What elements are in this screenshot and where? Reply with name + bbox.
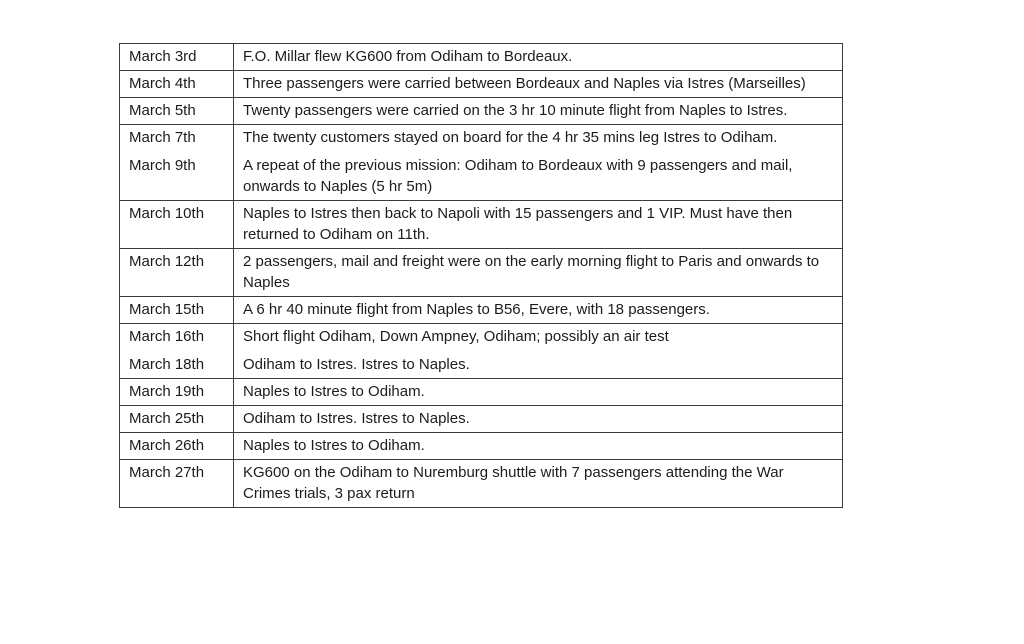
date-label: March 18th bbox=[129, 356, 205, 373]
description-cell bbox=[234, 297, 843, 324]
date-label: March 27th bbox=[129, 464, 205, 481]
description-cell bbox=[234, 433, 843, 460]
date-label: March 19th bbox=[129, 383, 205, 400]
date-cell bbox=[120, 71, 234, 98]
date-cell bbox=[120, 297, 234, 324]
date-label: March 12th bbox=[129, 253, 205, 270]
description-cell bbox=[234, 125, 843, 201]
date-cell bbox=[120, 201, 234, 249]
date-cell bbox=[120, 406, 234, 433]
table-row bbox=[120, 201, 843, 249]
description-cell bbox=[234, 44, 843, 71]
entry-text: Naples to Istres to Odiham. bbox=[243, 437, 425, 454]
entry-text: Three passengers were carried between Bordeaux and Naples via Istres (Marseilles) bbox=[243, 75, 806, 92]
date-label: March 10th bbox=[129, 205, 205, 222]
description-cell bbox=[234, 324, 843, 379]
date-cell bbox=[120, 44, 234, 71]
table-row bbox=[120, 98, 843, 125]
date-cell bbox=[120, 98, 234, 125]
table-row bbox=[120, 249, 843, 297]
description-cell bbox=[234, 460, 843, 508]
entry-text: Odiham to Istres. Istres to Naples. bbox=[243, 410, 470, 427]
description-cell bbox=[234, 379, 843, 406]
date-label: March 15th bbox=[129, 301, 205, 318]
entry-text: A 6 hr 40 minute flight from Naples to B56, Evere, with 18 passengers. bbox=[243, 301, 710, 318]
table-row bbox=[120, 297, 843, 324]
table-row bbox=[120, 125, 843, 201]
flight-log-table-body bbox=[120, 44, 843, 508]
date-label: March 25th bbox=[129, 410, 205, 427]
flight-log-table bbox=[119, 43, 843, 508]
entry-text: The twenty customers stayed on board for the 4 hr 35 mins leg Istres to Odiham. bbox=[243, 129, 778, 146]
table-row bbox=[120, 44, 843, 71]
description-cell bbox=[234, 98, 843, 125]
date-label: March 16th bbox=[129, 328, 205, 345]
date-label: March 9th bbox=[129, 157, 196, 174]
date-label: March 4th bbox=[129, 75, 196, 92]
entry-text: KG600 on the Odiham to Nuremburg shuttle with 7 passengers attending the War Crimes trials, 3 pax return bbox=[243, 464, 784, 502]
table-row bbox=[120, 406, 843, 433]
entry-text: Odiham to Istres. Istres to Naples. bbox=[243, 356, 470, 373]
entry-text: Naples to Istres to Odiham. bbox=[243, 383, 425, 400]
entry-text: A repeat of the previous mission: Odiham to Bordeaux with 9 passengers and mail, onwards to Naples (5 hr 5m) bbox=[243, 157, 793, 195]
date-cell bbox=[120, 379, 234, 406]
description-cell bbox=[234, 201, 843, 249]
date-label: March 26th bbox=[129, 437, 205, 454]
date-label: March 7th bbox=[129, 129, 196, 146]
table-row bbox=[120, 379, 843, 406]
date-cell bbox=[120, 125, 234, 201]
entry-text: Short flight Odiham, Down Ampney, Odiham; possibly an air test bbox=[243, 328, 669, 345]
date-label: March 3rd bbox=[129, 48, 197, 65]
date-cell bbox=[120, 324, 234, 379]
description-cell bbox=[234, 406, 843, 433]
date-cell bbox=[120, 460, 234, 508]
date-cell bbox=[120, 249, 234, 297]
description-cell bbox=[234, 71, 843, 98]
description-cell bbox=[234, 249, 843, 297]
table-row bbox=[120, 324, 843, 379]
table-row bbox=[120, 460, 843, 508]
table-row bbox=[120, 433, 843, 460]
date-label: March 5th bbox=[129, 102, 196, 119]
date-cell bbox=[120, 433, 234, 460]
entry-text: Naples to Istres then back to Napoli with 15 passengers and 1 VIP. Must have then returned to Odiham on 11th. bbox=[243, 205, 793, 243]
table-row bbox=[120, 71, 843, 98]
entry-text: Twenty passengers were carried on the 3 hr 10 minute flight from Naples to Istres. bbox=[243, 102, 788, 119]
entry-text: F.O. Millar flew KG600 from Odiham to Bordeaux. bbox=[243, 48, 573, 65]
entry-text: 2 passengers, mail and freight were on the early morning flight to Paris and onwards to Naples bbox=[243, 253, 820, 291]
